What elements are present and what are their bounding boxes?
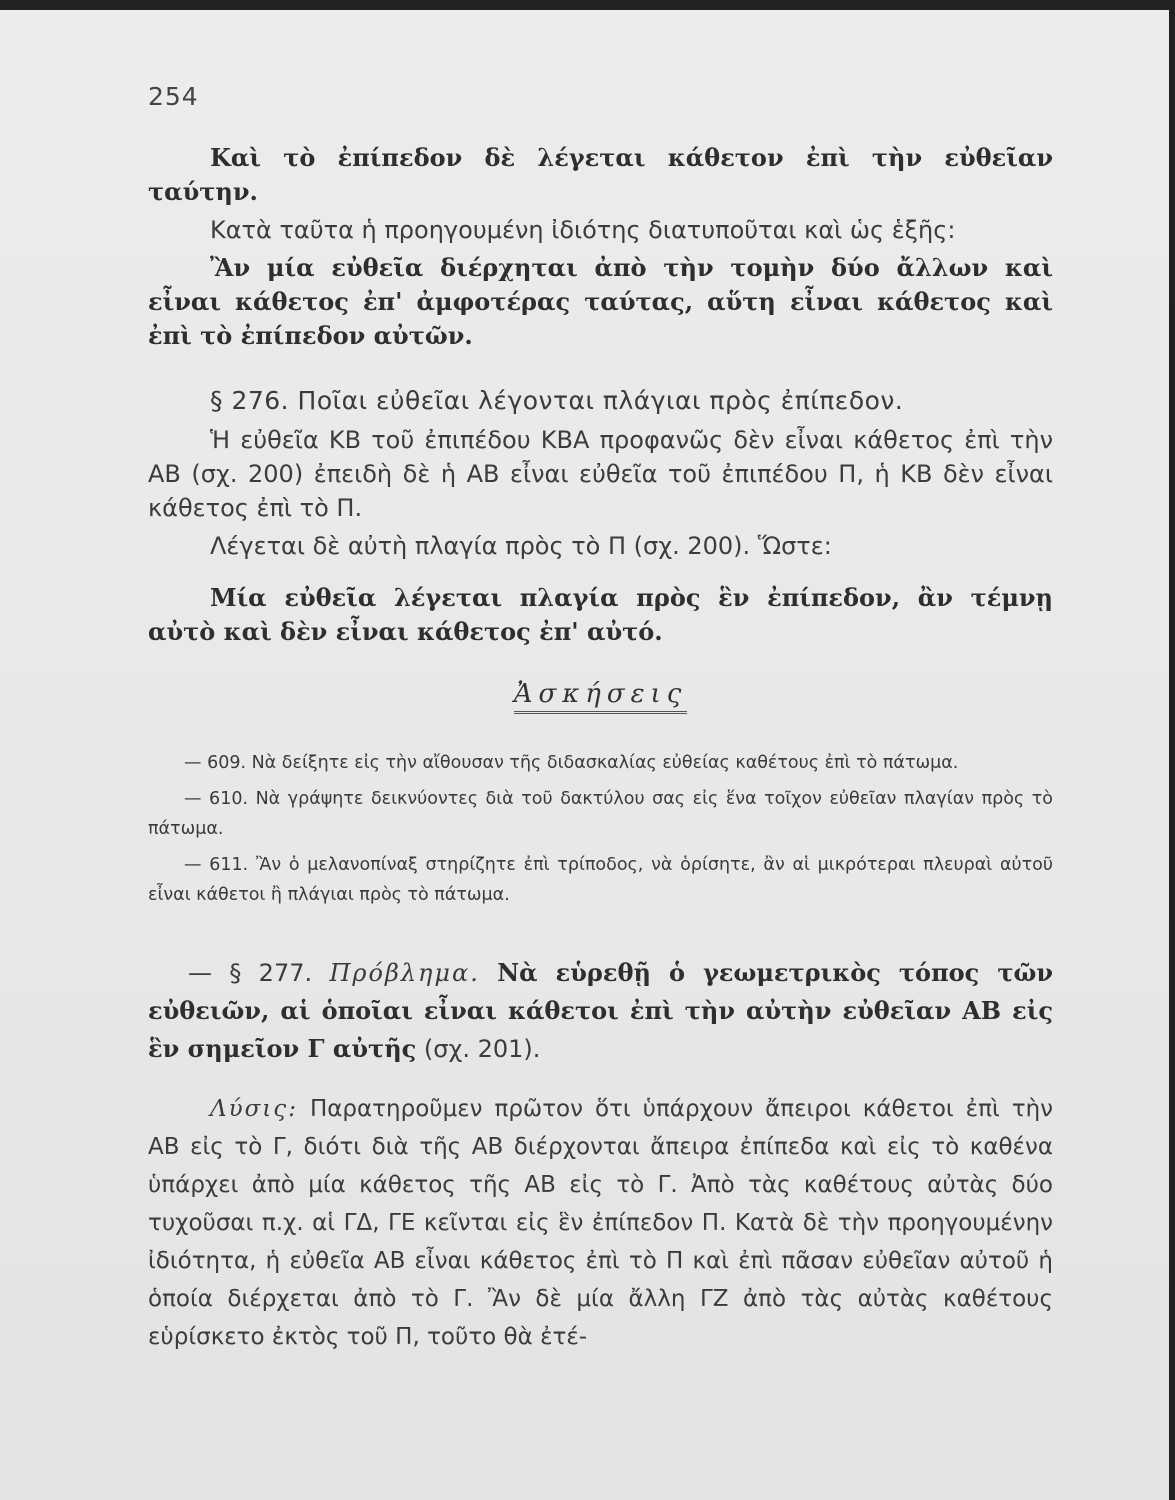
definition-oblique-line: Μία εὐθεῖα λέγεται πλαγία πρὸς ἓν ἐπίπεδον, ἂν τέμνῃ αὐτὸ καὶ δὲν εἶναι κάθετος ἐπ' αὐτό. [148,583,1053,646]
exercises-title-text: Ἀσκήσεις [514,679,688,714]
exercise-611: — 611. Ἂν ὁ μελανοπίναξ στηρίζητε ἐπὶ τρίποδος, νὰ ὁρίσητε, ἂν αἱ μικρότεραι πλευραὶ αὐτοῦ εἶναι κάθετοι ἢ πλάγιαι πρὸς τὸ πάτωμα. [148,855,1053,905]
page-content [148,82,1053,1356]
solution-label: Λύσις: [210,1096,298,1122]
scan-right-border [1169,0,1175,1500]
exercises-list [148,748,1053,910]
exercise-610: — 610. Νὰ γράψητε δεικνύοντες διὰ τοῦ δακτύλου σας εἰς ἕνα τοῖχον εὐθεῖαν πλαγίαν πρὸς τὸ πάτωμα. [148,789,1053,839]
solution-277 [148,1090,1053,1356]
scan-top-border [0,0,1175,10]
problem-277-figure-ref: (σχ. 201). [423,1035,541,1063]
problem-277-number: — § 277. [188,959,313,987]
problem-277-statement: Νὰ εὑρεθῇ ὁ γεωμετρικὸς τόπος τῶν εὐθειῶν, αἱ ὁποῖαι εἶναι κάθετοι ἐπὶ τὴν αὐτὴν εὐθεῖαν ΑΒ εἰς ἓν σημεῖον Γ αὐτῆς [148,958,1053,1063]
exercise-609: — 609. Νὰ δείξητε εἰς τὴν αἴθουσαν τῆς διδασκαλίας εὐθείας καθέτους ἐπὶ τὸ πάτωμα. [184,753,959,773]
paragraph-oblique-definition-intro: Λέγεται δὲ αὐτὴ πλαγία πρὸς τὸ Π (σχ. 200). Ὥστε: [210,532,832,560]
theorem-perpendicular-line: Ἂν μία εὐθεῖα διέρχηται ἀπὸ τὴν τομὴν δύο ἄλλων καὶ εἶναι κάθετος ἐπ' ἀμφοτέρας ταύτας, αὕτη εἶναι κάθετος καὶ ἐπὶ τὸ ἐπίπεδον αὐτῶν. [148,253,1053,350]
page-number: 254 [148,82,199,111]
problem-277 [148,954,1053,1068]
exercises-title [148,679,1053,714]
problem-277-label: Πρόβλημα. [329,959,480,987]
paragraph-perpendicular-plane: Καὶ τὸ ἐπίπεδον δὲ λέγεται κάθετον ἐπὶ τὴν εὐθεῖαν ταύτην. [148,143,1053,206]
paragraph-property-restated: Κατὰ ταῦτα ἡ προηγουμένη ἰδιότης διατυποῦται καὶ ὡς ἑξῆς: [210,216,956,244]
paragraph-kb-not-perpendicular: Ἡ εὐθεῖα ΚΒ τοῦ ἐπιπέδου ΚΒΑ προφανῶς δὲν εἶναι κάθετος ἐπὶ τὴν ΑΒ (σχ. 200) ἐπειδὴ δὲ ἡ ΑΒ εἶναι εὐθεῖα τοῦ ἐπιπέδου Π, ἡ ΚΒ δὲν εἶναι κάθετος ἐπὶ τὸ Π. [148,426,1053,522]
solution-text: Παρατηροῦμεν πρῶτον ὅτι ὑπάρχουν ἄπειροι κάθετοι ἐπὶ τὴν ΑΒ εἰς τὸ Γ, διότι διὰ τῆς ΑΒ διέρχονται ἄπειρα ἐπίπεδα καὶ εἰς τὸ καθένα ὑπάρχει ἀπὸ μία κάθετος τῆς ΑΒ εἰς τὸ Γ. Ἀπὸ τὰς καθέτους αὐτὰς δύο τυχοῦσαι π.χ. αἱ ΓΔ, ΓΕ κεῖνται εἰς ἓν ἐπίπεδον Π. Κατὰ δὲ τὴν προηγουμένην ἰδιότητα, ἡ εὐθεῖα ΑΒ εἶναι κάθετος ἐπὶ τὸ Π καὶ ἐπὶ πᾶσαν εὐθεῖαν αὐτοῦ ἡ ὁποία διέρχεται ἀπὸ τὸ Γ. Ἂν δὲ μία ἄλλη ΓΖ ἀπὸ τὰς αὐτὰς καθέτους εὑρίσκετο ἐκτὸς τοῦ Π, τοῦτο θὰ ἐτέ- [148,1096,1054,1350]
section-276-heading: § 276. Ποῖαι εὐθεῖαι λέγονται πλάγιαι πρὸς ἐπίπεδον. [210,386,904,415]
